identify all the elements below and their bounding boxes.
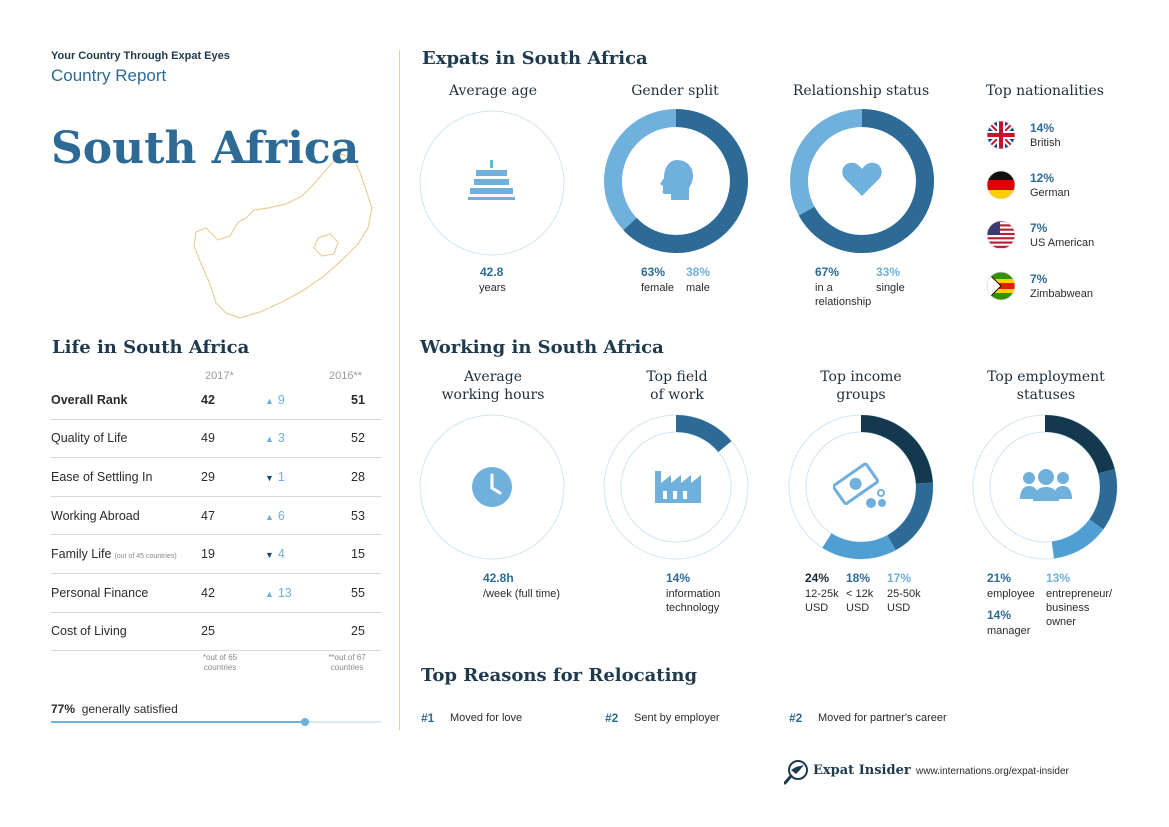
rank-2017-value: 49 — [201, 419, 265, 458]
footer-url[interactable]: www.internations.org/expat-insider — [916, 766, 1069, 777]
rank-2016-value: 51 — [327, 381, 381, 419]
income-currency: USD — [805, 602, 829, 614]
rank-2017-value: 47 — [201, 496, 265, 535]
entrepreneur-label-3: owner — [1046, 616, 1076, 628]
nationality-pct: 14% — [1030, 121, 1055, 135]
income-title — [781, 368, 941, 404]
nationality-name: US American — [1030, 237, 1095, 249]
rank-row-label: Overall Rank — [51, 392, 128, 407]
head-profile-icon — [657, 158, 697, 202]
reason-label: Sent by employer — [634, 712, 720, 724]
rank-row-label: Family Life — [51, 547, 112, 562]
rank-2017-value: 19 — [201, 535, 265, 574]
arrow-up-icon: ▲ — [265, 434, 274, 445]
rank-change-value: 13 — [277, 585, 292, 600]
rank-change — [265, 496, 327, 535]
rank-change-value: 4 — [277, 547, 285, 562]
rank-row — [51, 381, 381, 419]
male-label: male — [686, 282, 710, 294]
satisfaction-summary — [51, 702, 178, 716]
employee-label: employee — [987, 588, 1035, 600]
nationality-name: Zimbabwean — [1030, 288, 1093, 300]
field-title-line-1: Top field — [646, 369, 708, 385]
rank-2016-value: 15 — [327, 535, 381, 574]
income-pct: 18% — [846, 571, 871, 585]
rank-row-label: Personal Finance — [51, 585, 149, 600]
reasons-section-title: Top Reasons for Relocating — [421, 665, 698, 686]
entrepreneur-label-1: entrepreneur/ — [1046, 588, 1113, 600]
heart-icon — [841, 160, 883, 198]
employment-title-line-2: statuses — [1016, 387, 1076, 403]
footnote-2017: *out of 65 countries — [202, 653, 238, 672]
relationship-label-1: in a — [815, 282, 833, 294]
expats-section-title: Expats in South Africa — [422, 48, 648, 69]
field-label-1: information — [666, 588, 721, 600]
income-pct: 17% — [887, 571, 912, 585]
satisfaction-knob — [301, 718, 309, 726]
entrepreneur-label-2: business — [1046, 602, 1090, 614]
rank-row — [51, 458, 381, 497]
relationship-label-2: relationship — [815, 296, 872, 308]
rank-row-label-cell — [51, 381, 201, 419]
reason-label: Moved for love — [450, 712, 523, 724]
report-kicker: Your Country Through Expat Eyes — [51, 50, 230, 62]
rank-2017-value: 42 — [201, 573, 265, 612]
rank-row-label-cell — [51, 419, 201, 458]
field-label-2: technology — [666, 602, 720, 614]
rank-change — [265, 535, 327, 574]
rank-2016-value: 53 — [327, 496, 381, 535]
money-icon — [833, 461, 891, 511]
female-label: female — [641, 282, 675, 294]
footer-brand: Expat Insider — [813, 763, 911, 778]
satisfaction-fill — [51, 721, 305, 723]
satisfaction-pct: 77% — [51, 702, 76, 716]
single-pct: 33% — [876, 265, 901, 279]
rank-row-label-cell — [51, 535, 201, 574]
manager-label: manager — [987, 625, 1031, 637]
rank-row-label-cell — [51, 496, 201, 535]
employee-pct: 21% — [987, 571, 1012, 585]
rank-2017-value: 42 — [201, 381, 265, 419]
people-group-icon — [1019, 469, 1073, 503]
female-pct: 63% — [641, 265, 666, 279]
report-subtitle: Country Report — [51, 66, 167, 85]
arrow-up-icon: ▲ — [265, 511, 274, 522]
rank-change — [265, 381, 327, 419]
gender-title: Gender split — [631, 83, 719, 99]
age-unit: years — [479, 282, 506, 294]
employment-title — [966, 368, 1126, 404]
arrow-down-icon: ▼ — [265, 472, 274, 483]
rank-2017-value: 29 — [201, 458, 265, 497]
age-value: 42.8 — [480, 265, 504, 279]
field-title-line-2: of work — [650, 387, 704, 403]
rank-change — [265, 573, 327, 612]
german-flag-icon — [986, 170, 1016, 200]
rank-row — [51, 496, 381, 535]
reason-rank: #2 — [789, 711, 803, 725]
hours-title-line-2: working hours — [441, 387, 545, 403]
nationality-pct: 7% — [1030, 272, 1048, 286]
income-range: 25-50k — [887, 588, 921, 600]
col-2016-header: 2016** — [329, 370, 363, 382]
employment-title-line-1: Top employment — [987, 369, 1105, 385]
rank-2016-value: 25 — [327, 612, 381, 651]
life-section-title: Life in South Africa — [52, 337, 250, 358]
rank-row — [51, 419, 381, 458]
relationship-title: Relationship status — [792, 83, 930, 99]
single-label: single — [876, 282, 905, 294]
clock-icon — [472, 467, 512, 507]
uk-flag-icon — [986, 120, 1016, 150]
col-2017-header: 2017* — [205, 370, 234, 382]
hours-title-line-1: Average — [463, 369, 523, 385]
rank-row-label: Ease of Settling In — [51, 469, 153, 484]
rank-row — [51, 535, 381, 574]
nationalities-title: Top nationalities — [986, 83, 1104, 99]
rank-row-label-cell — [51, 573, 201, 612]
birthday-cake-icon — [466, 158, 518, 206]
rank-2016-value: 28 — [327, 458, 381, 497]
hours-title — [413, 368, 573, 404]
rank-2016-value: 52 — [327, 419, 381, 458]
entrepreneur-pct: 13% — [1046, 571, 1071, 585]
reason-label: Moved for partner's career — [818, 712, 947, 724]
factory-icon — [653, 465, 703, 505]
rank-change-value: 1 — [277, 469, 285, 484]
nationality-name: German — [1030, 187, 1070, 199]
income-title-line-1: Top income — [820, 369, 902, 385]
rank-change-value: 6 — [277, 508, 285, 523]
age-title: Average age — [448, 83, 538, 99]
income-range: < 12k — [846, 588, 874, 600]
male-pct: 38% — [686, 265, 711, 279]
relationship-pct: 67% — [815, 265, 840, 279]
field-pct: 14% — [666, 571, 691, 585]
rank-row-label-cell — [51, 612, 201, 651]
rank-row-label: Cost of Living — [51, 624, 127, 639]
income-title-line-2: groups — [836, 387, 886, 403]
rank-row — [51, 612, 381, 651]
satisfaction-label: generally satisfied — [81, 702, 178, 716]
rank-2016-value: 55 — [327, 573, 381, 612]
column-divider — [399, 50, 400, 730]
working-section-title: Working in South Africa — [420, 337, 664, 358]
footnote-2016: **out of 67 countries — [328, 653, 366, 672]
rank-change-value: 3 — [277, 431, 285, 446]
rank-change — [265, 612, 327, 651]
income-currency: USD — [887, 602, 911, 614]
us-flag-icon — [986, 220, 1016, 250]
income-range: 12-25k — [805, 588, 839, 600]
income-pct: 24% — [805, 571, 830, 585]
rank-row-label-cell — [51, 458, 201, 497]
arrow-up-icon: ▲ — [265, 588, 274, 599]
nationality-pct: 12% — [1030, 171, 1055, 185]
manager-pct: 14% — [987, 608, 1012, 622]
rank-table — [51, 381, 381, 651]
nationality-name: British — [1030, 137, 1061, 149]
hours-value: 42.8h — [483, 571, 514, 585]
expat-insider-logo-icon — [784, 759, 810, 785]
rank-row-note: (out of 45 countries) — [114, 553, 177, 561]
rank-row — [51, 573, 381, 612]
rank-row-label: Quality of Life — [51, 431, 128, 446]
rank-change — [265, 419, 327, 458]
arrow-up-icon: ▲ — [265, 395, 274, 406]
rank-change-value: 9 — [277, 392, 285, 407]
reason-rank: #2 — [605, 711, 619, 725]
country-title: South Africa — [51, 123, 360, 174]
rank-2017-value: 25 — [201, 612, 265, 651]
field-title — [597, 368, 757, 404]
hours-unit: /week (full time) — [483, 588, 561, 600]
rank-row-label: Working Abroad — [51, 508, 140, 523]
arrow-down-icon: ▼ — [265, 550, 274, 561]
nationality-pct: 7% — [1030, 221, 1048, 235]
income-currency: USD — [846, 602, 870, 614]
reason-rank: #1 — [421, 711, 435, 725]
zimbabwe-flag-icon — [986, 271, 1016, 301]
rank-change — [265, 458, 327, 497]
